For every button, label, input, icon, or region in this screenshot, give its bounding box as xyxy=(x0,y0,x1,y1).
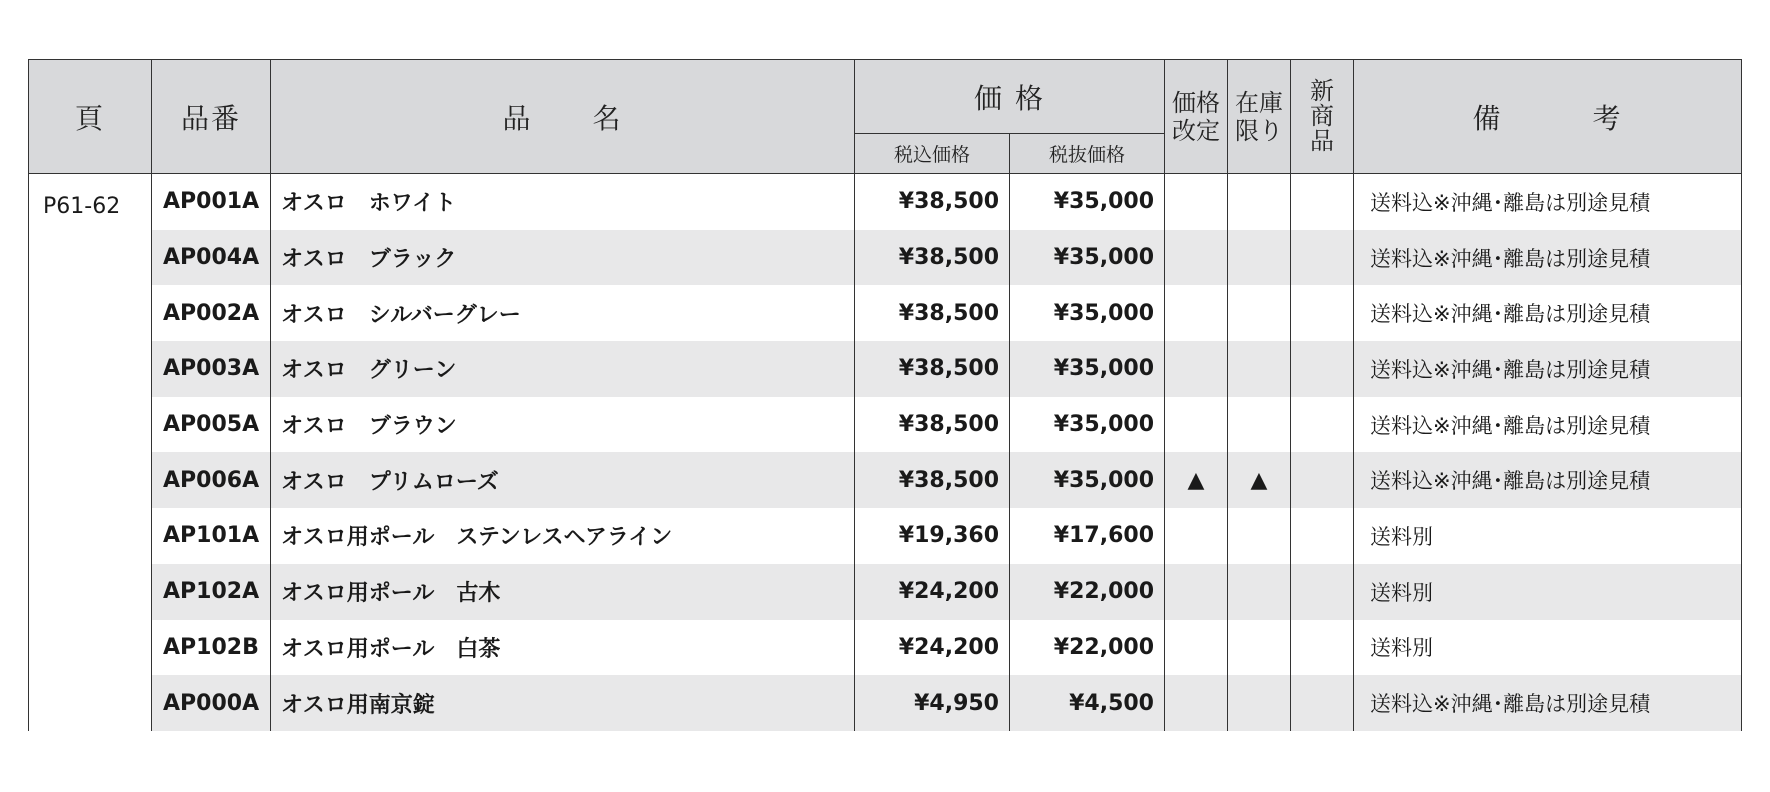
table-row xyxy=(29,397,1742,453)
stock-limited-mark xyxy=(1228,285,1291,341)
price-list-sheet xyxy=(28,59,1741,743)
stock-limited-mark xyxy=(1228,564,1291,620)
price-excl: ¥4,500 xyxy=(1010,675,1165,731)
page-reference: P61-62 xyxy=(29,174,152,731)
remarks: 送料込※沖縄･離島は別途見積 xyxy=(1354,397,1742,453)
header-price-incl: 税込価格 xyxy=(855,134,1010,174)
price-revision-mark: ▲ xyxy=(1165,452,1228,508)
price-incl: ¥38,500 xyxy=(855,341,1010,397)
stock-limited-mark: ▲ xyxy=(1228,452,1291,508)
product-name: オスロ ブラウン xyxy=(271,397,855,453)
product-name: オスロ ブラック xyxy=(271,230,855,286)
price-revision-mark xyxy=(1165,230,1228,286)
new-product-mark xyxy=(1291,285,1354,341)
product-code: AP003A xyxy=(152,341,271,397)
product-code: AP102B xyxy=(152,620,271,676)
stock-limited-mark xyxy=(1228,397,1291,453)
product-code: AP006A xyxy=(152,452,271,508)
table-row xyxy=(29,230,1742,286)
table-row xyxy=(29,452,1742,508)
price-excl: ¥22,000 xyxy=(1010,564,1165,620)
new-product-mark xyxy=(1291,675,1354,731)
header-code: 品番 xyxy=(152,60,271,174)
table-row xyxy=(29,341,1742,397)
product-name: オスロ シルバーグレー xyxy=(271,285,855,341)
table-row xyxy=(29,285,1742,341)
product-name: オスロ用南京錠 xyxy=(271,675,855,731)
header-new-product: 新 商 品 xyxy=(1291,60,1354,174)
new-product-mark xyxy=(1291,230,1354,286)
header-page: 頁 xyxy=(29,60,152,174)
price-incl: ¥38,500 xyxy=(855,397,1010,453)
header-price-excl: 税抜価格 xyxy=(1010,134,1165,174)
table-row xyxy=(29,508,1742,564)
price-excl: ¥22,000 xyxy=(1010,620,1165,676)
table-body xyxy=(29,174,1742,731)
price-revision-mark xyxy=(1165,341,1228,397)
stock-limited-mark xyxy=(1228,675,1291,731)
product-name: オスロ グリーン xyxy=(271,341,855,397)
price-revision-mark xyxy=(1165,620,1228,676)
product-code: AP004A xyxy=(152,230,271,286)
product-name: オスロ用ポール ステンレスヘアライン xyxy=(271,508,855,564)
new-product-mark xyxy=(1291,620,1354,676)
price-excl: ¥35,000 xyxy=(1010,341,1165,397)
remarks: 送料込※沖縄･離島は別途見積 xyxy=(1354,452,1742,508)
table-row xyxy=(29,564,1742,620)
product-name: オスロ プリムローズ xyxy=(271,452,855,508)
new-product-mark xyxy=(1291,564,1354,620)
remarks: 送料込※沖縄･離島は別途見積 xyxy=(1354,230,1742,286)
product-name: オスロ ホワイト xyxy=(271,174,855,230)
price-revision-mark xyxy=(1165,508,1228,564)
header-remarks: 備 考 xyxy=(1354,60,1742,174)
remarks: 送料別 xyxy=(1354,620,1742,676)
product-name: オスロ用ポール 古木 xyxy=(271,564,855,620)
remarks: 送料込※沖縄･離島は別途見積 xyxy=(1354,341,1742,397)
table-header xyxy=(29,60,1742,174)
price-revision-mark xyxy=(1165,174,1228,230)
product-code: AP005A xyxy=(152,397,271,453)
price-table xyxy=(28,59,1742,731)
table-row xyxy=(29,174,1742,230)
price-incl: ¥24,200 xyxy=(855,564,1010,620)
product-name: オスロ用ポール 白茶 xyxy=(271,620,855,676)
stock-limited-mark xyxy=(1228,341,1291,397)
new-product-mark xyxy=(1291,174,1354,230)
price-excl: ¥35,000 xyxy=(1010,397,1165,453)
price-incl: ¥38,500 xyxy=(855,452,1010,508)
price-excl: ¥35,000 xyxy=(1010,285,1165,341)
remarks: 送料別 xyxy=(1354,564,1742,620)
price-excl: ¥35,000 xyxy=(1010,452,1165,508)
new-product-mark xyxy=(1291,452,1354,508)
price-excl: ¥17,600 xyxy=(1010,508,1165,564)
new-product-mark xyxy=(1291,508,1354,564)
header-stock-limited: 在庫 限り xyxy=(1228,60,1291,174)
price-revision-mark xyxy=(1165,397,1228,453)
price-incl: ¥38,500 xyxy=(855,285,1010,341)
product-code: AP000A xyxy=(152,675,271,731)
price-revision-mark xyxy=(1165,564,1228,620)
price-excl: ¥35,000 xyxy=(1010,174,1165,230)
header-name: 品 名 xyxy=(271,60,855,174)
price-excl: ¥35,000 xyxy=(1010,230,1165,286)
table-row xyxy=(29,620,1742,676)
remarks: 送料別 xyxy=(1354,508,1742,564)
price-incl: ¥19,360 xyxy=(855,508,1010,564)
table-row xyxy=(29,675,1742,731)
product-code: AP001A xyxy=(152,174,271,230)
product-code: AP102A xyxy=(152,564,271,620)
price-incl: ¥4,950 xyxy=(855,675,1010,731)
stock-limited-mark xyxy=(1228,620,1291,676)
header-price-revision: 価格 改定 xyxy=(1165,60,1228,174)
price-incl: ¥24,200 xyxy=(855,620,1010,676)
product-code: AP101A xyxy=(152,508,271,564)
header-price: 価 格 xyxy=(855,60,1165,134)
stock-limited-mark xyxy=(1228,230,1291,286)
stock-limited-mark xyxy=(1228,508,1291,564)
price-revision-mark xyxy=(1165,675,1228,731)
remarks: 送料込※沖縄･離島は別途見積 xyxy=(1354,285,1742,341)
price-incl: ¥38,500 xyxy=(855,230,1010,286)
remarks: 送料込※沖縄･離島は別途見積 xyxy=(1354,675,1742,731)
product-code: AP002A xyxy=(152,285,271,341)
new-product-mark xyxy=(1291,397,1354,453)
price-incl: ¥38,500 xyxy=(855,174,1010,230)
price-revision-mark xyxy=(1165,285,1228,341)
new-product-mark xyxy=(1291,341,1354,397)
remarks: 送料込※沖縄･離島は別途見積 xyxy=(1354,174,1742,230)
stock-limited-mark xyxy=(1228,174,1291,230)
